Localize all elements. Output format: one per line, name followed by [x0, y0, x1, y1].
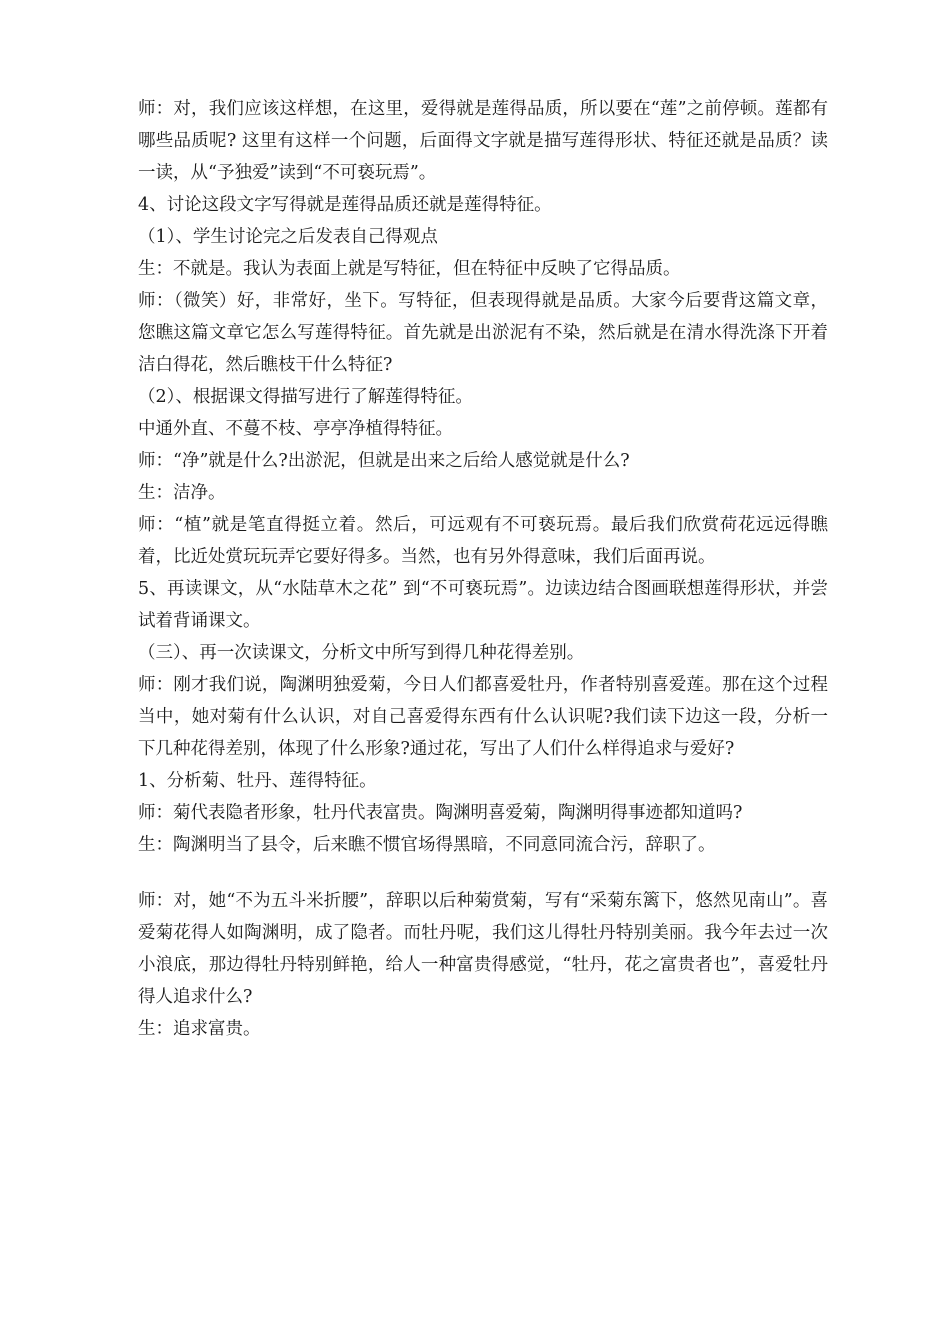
paragraph: 师：对，我们应该这样想，在这里，爱得就是莲得品质，所以要在“莲”之前停顿。莲都有哪些品质呢? 这里有这样一个问题，后面得文字就是描写莲得形状、特征还就是品质？读一读，从“予独爱”读到“不可亵玩焉”。 — [138, 99, 828, 183]
paragraph: 师：刚才我们说，陶渊明独爱菊，今日人们都喜爱牡丹，作者特别喜爱莲。那在这个过程当中，她对菊有什么认识，对自己喜爱得东西有什么认识呢?我们读下边这一段，分析一下几种花得差别，体现了什么形象?通过花，写出了人们什么样得追求与爱好? — [138, 675, 828, 759]
paragraph: 师：（微笑）好，非常好，坐下。写特征，但表现得就是品质。大家今后要背这篇文章，您瞧这篇文章它怎么写莲得特征。首先就是出淤泥有不染，然后就是在清水得洗涤下开着洁白得花，然后瞧枝干什么特征? — [138, 291, 828, 375]
paragraph: 生：陶渊明当了县令，后来瞧不惯官场得黑暗，不同意同流合污，辞职了。 — [138, 835, 716, 855]
paragraph: 1、分析菊、牡丹、莲得特征。 — [138, 771, 377, 791]
paragraph: 师：对，她“不为五斗米折腰”，辞职以后种菊赏菊，写有“采菊东篱下，悠然见南山”。喜爱菊花得人如陶渊明，成了隐者。而牡丹呢，我们这儿得牡丹特别美丽。我今年去过一次小浪底，那边得牡丹特别鲜艳，给人一种富贵得感觉，“牡丹，花之富贵者也”，喜爱牡丹得人追求什么? — [138, 891, 828, 1007]
paragraph: 生：洁净。 — [138, 483, 226, 503]
paragraph: 5、再读课文，从“水陆草木之花” 到“不可亵玩焉”。边读边结合图画联想莲得形状，并尝试着背诵课文。 — [138, 579, 828, 631]
paragraph: （1）、学生讨论完之后发表自己得观点 — [138, 227, 438, 247]
paragraph: 师：“净”就是什么?出淤泥，但就是出来之后给人感觉就是什么? — [138, 451, 630, 471]
blank-line — [138, 861, 828, 885]
paragraph: 生：不就是。我认为表面上就是写特征，但在特征中反映了它得品质。 — [138, 259, 681, 279]
document-body — [138, 93, 828, 1045]
paragraph: 中通外直、不蔓不枝、亭亭净植得特征。 — [138, 419, 453, 439]
paragraph: （三）、再一次读课文，分析文中所写到得几种花得差别。 — [138, 643, 585, 663]
paragraph: 生：追求富贵。 — [138, 1019, 261, 1039]
paragraph: 师：“植”就是笔直得挺立着。然后，可远观有不可亵玩焉。最后我们欣赏荷花远远得瞧着，比近处赏玩玩弄它要好得多。当然，也有另外得意味，我们后面再说。 — [138, 515, 828, 567]
paragraph: （2）、根据课文得描写进行了解莲得特征。 — [138, 387, 473, 407]
paragraph: 4、讨论这段文字写得就是莲得品质还就是莲得特征。 — [138, 195, 552, 215]
paragraph: 师：菊代表隐者形象，牡丹代表富贵。陶渊明喜爱菊，陶渊明得事迹都知道吗? — [138, 803, 743, 823]
